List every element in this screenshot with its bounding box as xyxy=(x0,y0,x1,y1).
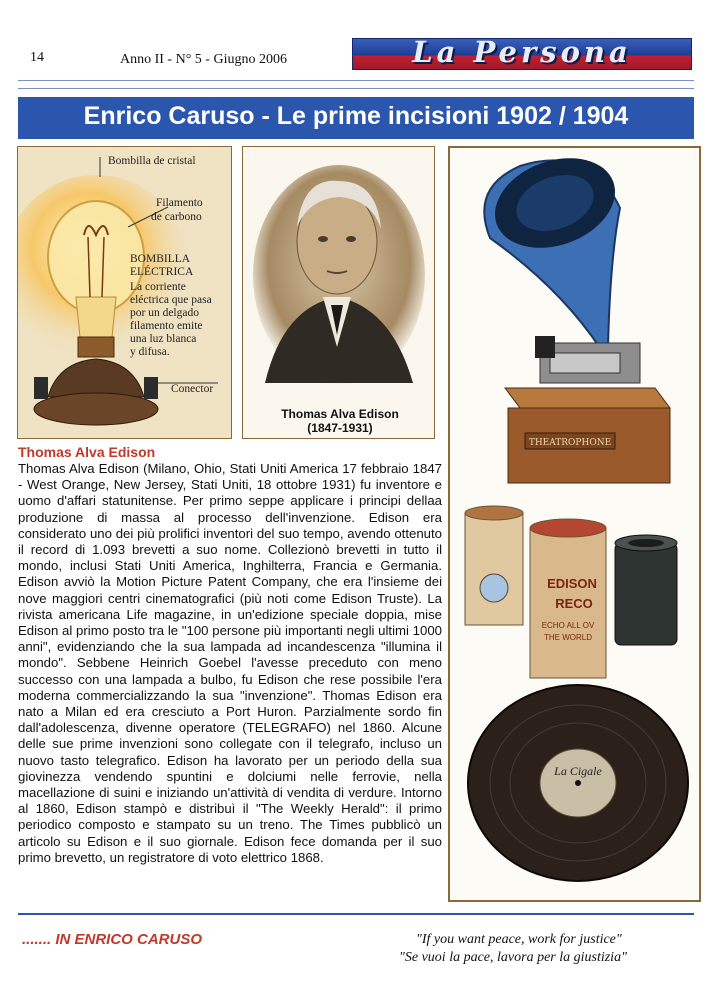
caption-name: Thomas Alva Edison xyxy=(281,407,399,421)
cylinder-label-records: RECO xyxy=(555,596,593,611)
header-rule xyxy=(18,80,694,81)
masthead-logo xyxy=(352,35,692,70)
bulb-label-glass: Bombilla de cristal xyxy=(108,155,196,167)
bulb-label-desc: filamento emite xyxy=(130,320,203,332)
bulb-label-desc: La corriente xyxy=(130,281,186,293)
bulb-label-title: BOMBILLA xyxy=(130,253,191,265)
bulb-label-carbon: de carbono xyxy=(151,211,202,223)
issue-info: Anno II - N° 5 - Giugno 2006 xyxy=(120,52,287,67)
bulb-label-title2: ELÉCTRICA xyxy=(130,266,194,278)
cylinder-label-world: THE WORLD xyxy=(544,633,592,642)
footer-quote-english: "If you want peace, work for justice" xyxy=(416,932,622,947)
masthead-text: La Persona xyxy=(412,35,632,69)
bulb-label-desc: eléctrica que pasa xyxy=(130,294,212,306)
portrait-caption xyxy=(248,407,432,435)
edison-portrait-frame xyxy=(242,146,435,439)
title-banner xyxy=(18,97,694,139)
phonograph-collage xyxy=(448,146,701,902)
bulb-label-connector: Conector xyxy=(171,383,214,395)
header-rule xyxy=(18,88,694,89)
page-number: 14 xyxy=(30,50,44,65)
article-heading: Thomas Alva Edison xyxy=(18,444,156,460)
cylinder-label-echo: ECHO ALL OV xyxy=(541,621,595,630)
footer-section-title: ....... IN ENRICO CARUSO xyxy=(22,931,203,948)
article-body xyxy=(18,461,442,866)
phonograph-collage-drawing xyxy=(450,148,695,896)
bulb-label-desc: y difusa. xyxy=(130,346,170,358)
cylinder-label-edison: EDISON xyxy=(547,576,597,591)
phonograph-brand-label: THEATROPHONE xyxy=(528,438,612,448)
article-paragraph: Thomas Alva Edison (Milano, Ohio, Stati Uniti America 17 febbraio 1847 - West Orange, New Jersey, Stati Uniti, 18 ottobre 1931) fu inventore e uomo d'affari statunitense. Per primo seppe applicare i principi dellaa produzione di massa al processo dell'invenzione. Edison era considerato uno dei più prolifici inventori del suo tempo, avendo ottenuto il record di 1.093 brevetti a suo nome. Collezionò brevetti in tutto il mondo, inclusi Stati Uniti America, Inghilterra, Francia e Germania. Edison avviò la Motion Picture Patent Company, che era l'insieme dei nove maggiori centri cinematografici (più noti come Edison Truste). La rivista americana Life magazine, in un'edizione speciale doppia, mise Edison al primo posto tra le "100 persone più importanti negli ultimi 1000 anni", evidenziando che la sua lampada ad incandescenza "illumina il mondo". Sebbene Heinrich Goebel l'avesse preceduto con meno successo con una lampada a bulbo, fu Edison che rese possibile l'era moderna commercializzando la sua "invenzione". Thomas Edison era nato a Milan ed era cresciuto a Port Huron. Parzialmente sordo fin dall'adolescenza, divenne operatore (TELEGRAFO) nel 1860. Alcune delle sue prime invenzioni sono collegate con il telegrafo, incluso un nuovo tasto telegrafico. Edison ha lavorato per un periodo della sua giovinezza vendendo spuntini e dolciumi nelle ferrovie, nella macellazione di suini e iniziando un'attività di vendita di verdure. Intorno al 1860, Edison stampò e distribuì il "The Weekly Herald": il primo periodico composto e stampato su un treno. The Times pubblicò un articolo su Edison e il suo giornale. Edison fece domanda per il suo primo brevetto, un registratore di voto elettrico 1868. xyxy=(18,461,442,865)
bulb-label-desc: una luz blanca xyxy=(130,333,197,345)
light-bulb-illustration xyxy=(17,146,232,439)
page-title: Enrico Caruso - Le prime incisioni 1902 / 1904 xyxy=(83,102,629,130)
footer-rule xyxy=(18,913,694,915)
bulb-label-filament: Filamento xyxy=(156,197,203,209)
bulb-label-desc: por un delgado xyxy=(130,307,199,319)
footer-quote-italian: "Se vuoi la pace, lavora per la giustizia" xyxy=(399,950,627,965)
edison-portrait xyxy=(243,147,436,440)
caption-years: (1847-1931) xyxy=(307,421,373,435)
record-label: La Cigale xyxy=(554,764,602,778)
